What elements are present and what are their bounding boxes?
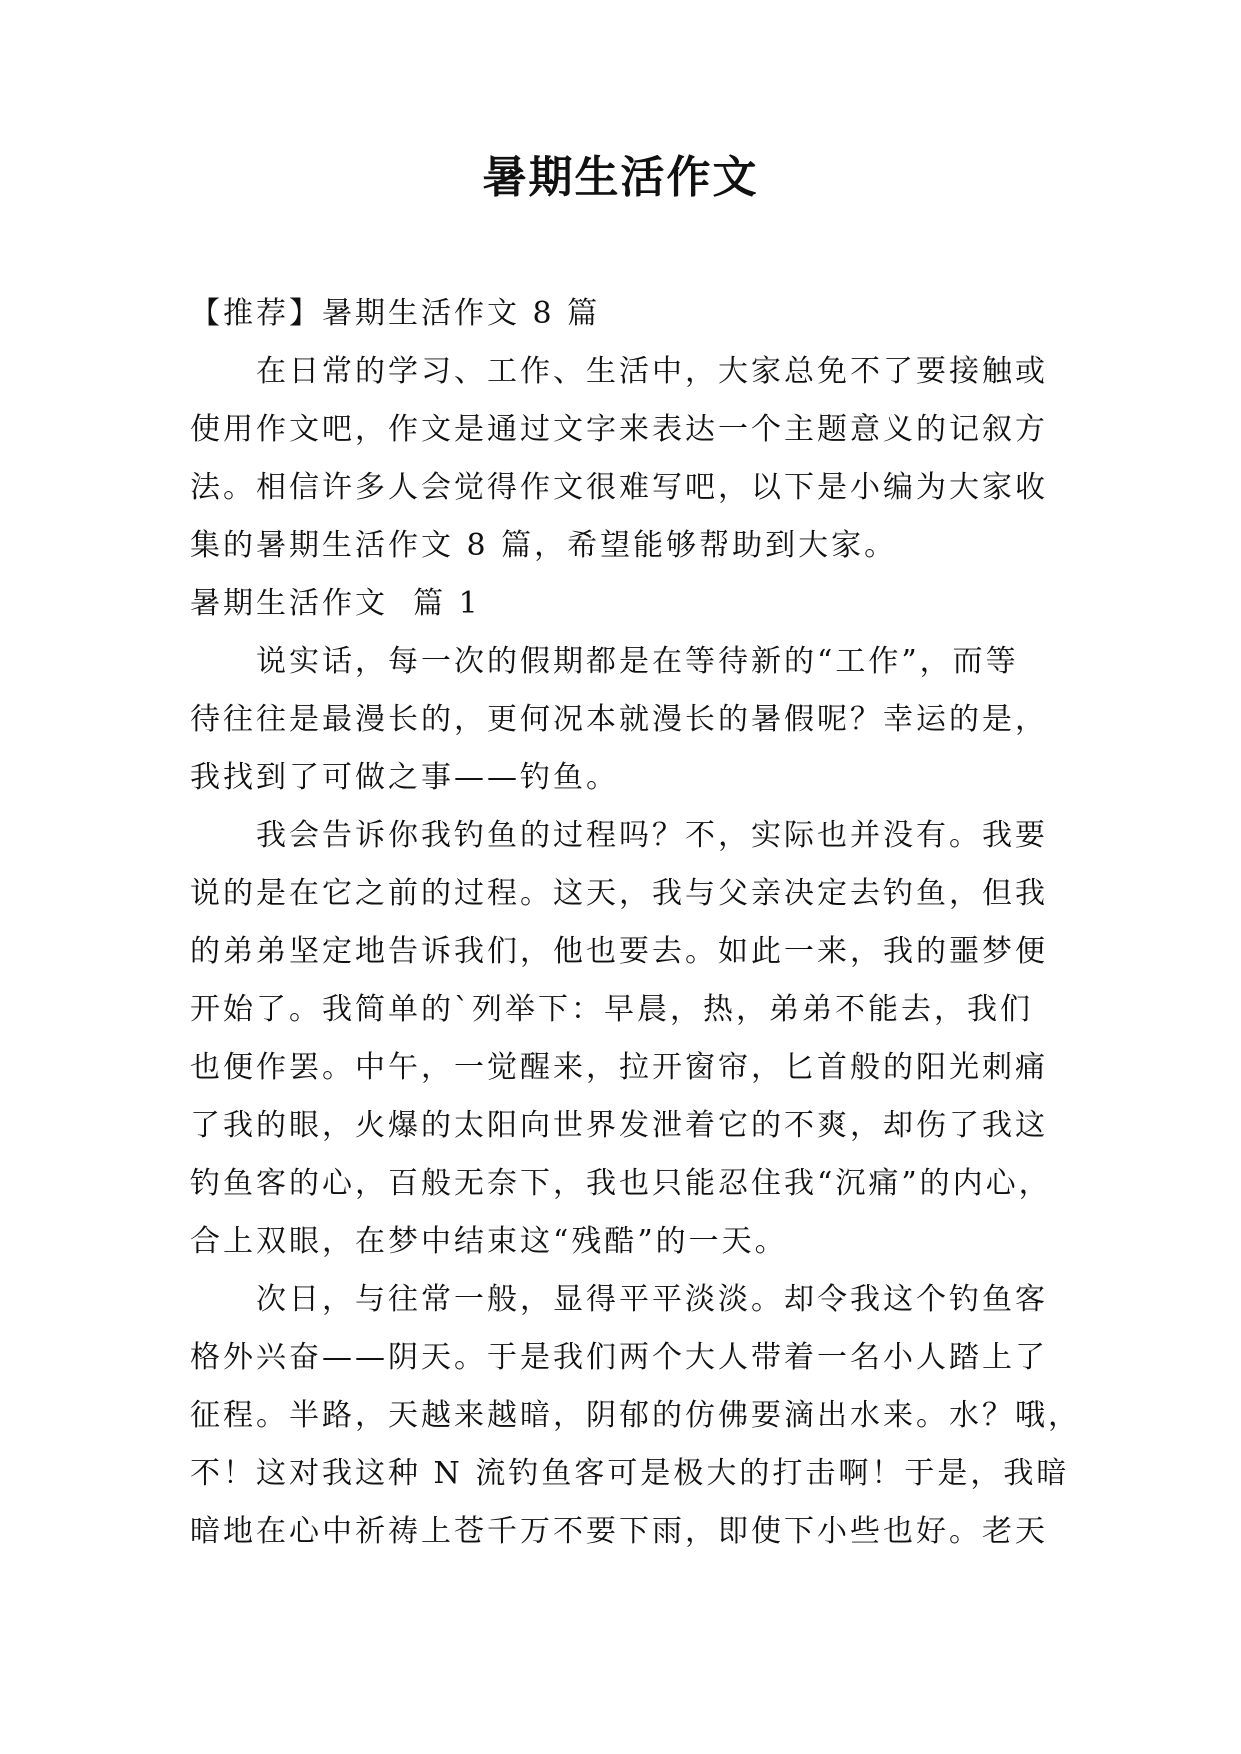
paragraph-line: 格外兴奋——阴天。于是我们两个大人带着一名小人踏上了 — [190, 1340, 1048, 1375]
paragraph-line: 的弟弟坚定地告诉我们，他也要去。如此一来，我的噩梦便 — [190, 934, 1048, 969]
paragraph-line: 钓鱼客的心，百般无奈下，我也只能忍住我“沉痛”的内心， — [190, 1166, 1052, 1201]
paragraph-line: 合上双眼，在梦中结束这“残酷”的一天。 — [190, 1224, 788, 1259]
paragraph-line: 待往往是最漫长的，更何况本就漫长的暑假呢？幸运的是， — [190, 702, 1048, 737]
paragraph-line: 征程。半路，天越来越暗，阴郁的仿佛要滴出水来。水？哦， — [190, 1398, 1081, 1433]
document-title: 暑期生活作文 — [482, 152, 759, 203]
paragraph-line: 不！这对我这种 N 流钓鱼客可是极大的打击啊！于是，我暗 — [190, 1456, 1070, 1491]
paragraph-line: 说的是在它之前的过程。这天，我与父亲决定去钓鱼，但我 — [190, 876, 1048, 911]
subtitle-line: 【推荐】暑期生活作文 8 篇 — [190, 296, 601, 331]
paragraph-line: 我会告诉你我钓鱼的过程吗？不，实际也并没有。我要 — [256, 818, 1048, 853]
intro-paragraph-line: 法。相信许多人会觉得作文很难写吧，以下是小编为大家收 — [190, 470, 1048, 505]
paragraph-line: 了我的眼，火爆的太阳向世界发泄着它的不爽，却伤了我这 — [190, 1108, 1048, 1143]
paragraph-line: 我找到了可做之事——钓鱼。 — [190, 760, 619, 795]
paragraph-line: 开始了。我简单的`列举下：早晨，热，弟弟不能去，我们 — [190, 992, 1033, 1027]
paragraph-line: 也便作罢。中午，一觉醒来，拉开窗帘，匕首般的阳光刺痛 — [190, 1050, 1048, 1085]
paragraph-line: 说实话，每一次的假期都是在等待新的“工作”，而等 — [256, 644, 1019, 679]
intro-paragraph-line: 在日常的学习、工作、生活中，大家总免不了要接触或 — [256, 354, 1048, 389]
intro-paragraph-line: 使用作文吧，作文是通过文字来表达一个主题意义的记叙方 — [190, 412, 1048, 447]
intro-paragraph-line: 集的暑期生活作文 8 篇，希望能够帮助到大家。 — [190, 528, 898, 563]
paragraph-line: 暗地在心中祈祷上苍千万不要下雨，即使下小些也好。老天 — [190, 1514, 1048, 1549]
document-body — [190, 285, 1081, 1561]
section-heading: 暑期生活作文 篇 1 — [190, 586, 481, 621]
paragraph-line: 次日，与往常一般，显得平平淡淡。却令我这个钓鱼客 — [256, 1282, 1048, 1317]
